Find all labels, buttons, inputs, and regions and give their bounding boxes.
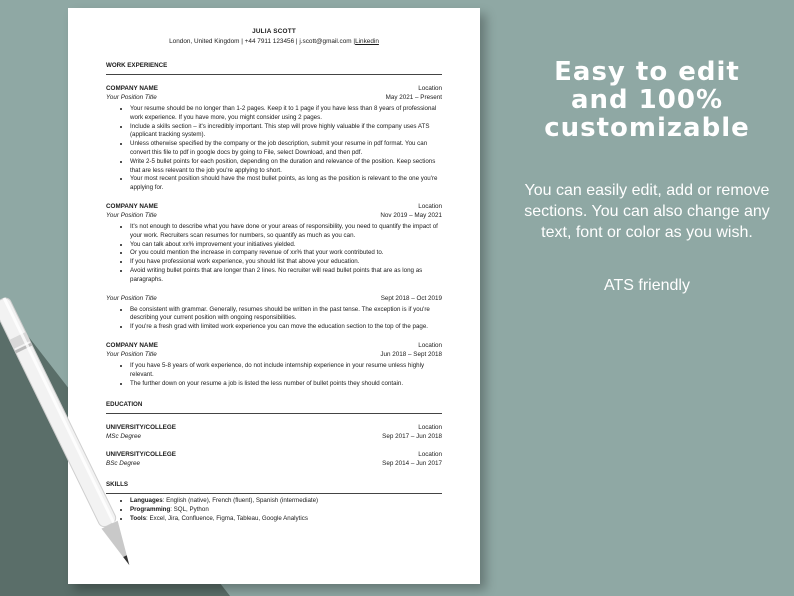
bullet-point: • Or you could mention the increase in company revenue of xx% that your work contributed to.: [130, 249, 442, 258]
job-dates: May 2021 – Present: [385, 94, 442, 101]
bullet-point: • You can talk about xx% improvement your initiatives yielded.: [130, 241, 442, 250]
bullet-point: • If you're a fresh grad with limited work experience you can move the education section to the top of the page.: [130, 323, 442, 332]
bullet-point: • Unless otherwise specified by the company or the job description, submit your resume in pdf format. You can convert this file to pdf in google docs by going to File, select Download, and then pdf.: [130, 140, 442, 158]
bullet-point: • Your most recent position should have the most bullet points, as long as the position is relevant to the one you're applying for.: [130, 175, 442, 193]
bullet-point: • If you have 5-8 years of work experience, do not include internship experience in your resume unless highly relevant.: [130, 362, 442, 380]
contact-text: London, United Kingdom | +44 7911 123456 | j.scott@gmail.com |: [169, 38, 356, 45]
position-title: Your Position Title: [106, 294, 157, 302]
bullet-point: • The further down on your resume a job is listed the less number of bullet points they should contain.: [130, 380, 442, 389]
edu-location: Location: [418, 451, 442, 459]
bullet-point: • If you have professional work experience, you should list that above your education.: [130, 258, 442, 267]
resume-name: JULIA SCOTT: [252, 28, 296, 35]
promo-description: You can easily edit, add or remove sections. You can also change any text, font or color as you wish.: [524, 182, 770, 241]
ats-note: ATS friendly: [604, 277, 690, 294]
job-dates: Sept 2018 – Oct 2019: [380, 294, 442, 302]
school-name: UNIVERSITY/COLLEGE: [106, 451, 176, 459]
education-heading: EDUCATION: [106, 401, 143, 409]
work-experience-heading: WORK EXPERIENCE: [106, 62, 168, 69]
headline-line: customizable: [544, 113, 750, 143]
bullet-point: • It's not enough to describe what you have done or your areas of responsibility, you need to quantify the impact of your work. Recruiters scan resumes for numbers, so quantify as much as you can.: [130, 223, 442, 241]
job-dates: Jun 2018 – Sept 2018: [380, 350, 442, 358]
company-name: COMPANY NAME: [106, 341, 158, 349]
skill-label: Languages: [130, 497, 163, 505]
linkedin-link[interactable]: Linkedin: [355, 38, 379, 45]
job-dates: Nov 2019 – May 2021: [380, 211, 442, 219]
position-title: Your Position Title: [106, 211, 157, 219]
promo-headline: [500, 58, 794, 142]
skill-label: Tools: [130, 514, 147, 522]
job-location: Location: [418, 341, 442, 349]
degree: BSc Degree: [106, 460, 140, 468]
promo-panel: [500, 58, 794, 295]
headline-line: Easy to edit: [554, 57, 740, 87]
job-location: Location: [418, 202, 442, 210]
skills-heading: SKILLS: [106, 481, 129, 489]
degree: MSc Degree: [106, 433, 141, 441]
company-name: COMPANY NAME: [106, 202, 158, 210]
bullet-point: • Your resume should be no longer than 1-2 pages. Keep it to 1 page if you have less than 8 years of professional work experience. If you have more, you might consider using 2 pages.: [130, 105, 442, 123]
edu-dates: Sep 2014 – Jun 2017: [382, 460, 442, 468]
position-title: Your Position Title: [106, 350, 157, 358]
bullet-point: • Include a skills section – it's incredibly important. This step will prove highly valuable if the company uses ATS (applicant tracking system).: [130, 123, 442, 141]
skill-label: Programming: [130, 506, 171, 514]
bullet-point: • Write 2-5 bullet points for each position, depending on the duration and relevance of the position. Keep sections that are less relevant to the job you're applying to short.: [130, 158, 442, 176]
job-location: Location: [418, 85, 442, 92]
skill-value: : SQL, Python: [170, 506, 209, 514]
headline-line: and 100%: [570, 85, 724, 115]
bullet-point: • Avoid writing bullet points that are longer than 2 lines. No recruiter will read bullet points that are as long as paragraphs.: [130, 267, 442, 285]
skill-value: : Excel, Jira, Confluence, Figma, Tableau, Google Analytics: [146, 514, 308, 522]
bullet-point: • Be consistent with grammar. Generally, resumes should be written in the past tense. The exception is if you're describing your current position with ongoing responsibilities.: [130, 306, 442, 324]
school-name: UNIVERSITY/COLLEGE: [106, 424, 176, 432]
position-title: Your Position Title: [106, 94, 157, 101]
skill-value: : English (native), French (fluent), Spanish (intermediate): [162, 497, 319, 505]
company-name: COMPANY NAME: [106, 85, 158, 92]
edu-location: Location: [418, 424, 442, 432]
edu-dates: Sep 2017 – Jun 2018: [382, 433, 442, 441]
